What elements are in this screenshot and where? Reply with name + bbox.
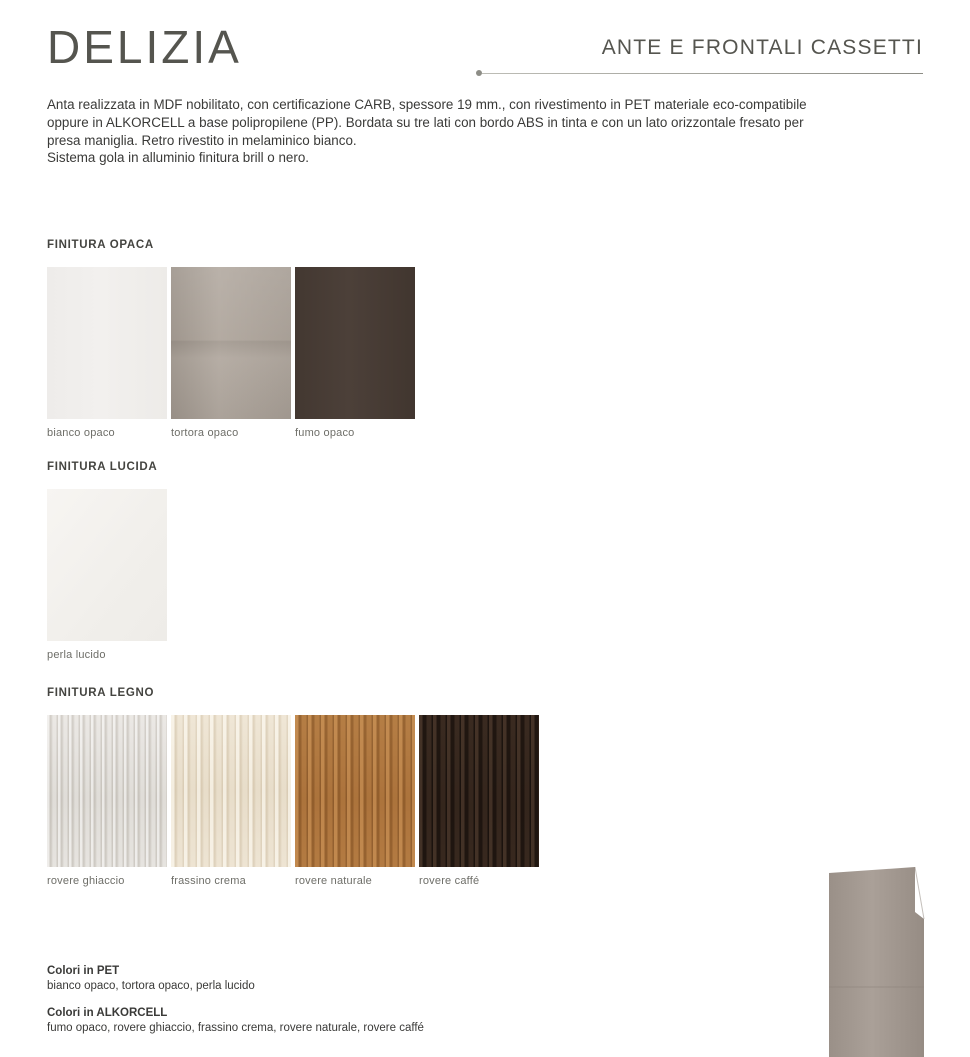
door-panel-illustration (827, 867, 937, 1057)
section-title-opaca: FINITURA OPACA (47, 239, 154, 251)
swatch-rovere-caffe[interactable] (419, 715, 539, 887)
swatch-bianco-opaco[interactable] (47, 267, 167, 439)
legend-pet-title: Colori in PET (47, 964, 120, 977)
description-line-2: oppure in ALKORCELL a base polipropilene (PP). Bordata su tre lati con bordo ABS in tinta e con un lato orizzontale fresato per (47, 114, 804, 130)
header-divider (476, 72, 923, 75)
swatch-chip (171, 715, 291, 867)
product-description (47, 96, 924, 167)
description-line-1: Anta realizzata in MDF nobilitato, con certificazione CARB, spessore 19 mm., con rivestimento in PET materiale eco-compatibile (47, 97, 807, 112)
description-line-3: presa maniglia. Retro rivestito in melaminico bianco. (47, 132, 357, 148)
swatch-frassino-crema[interactable] (171, 715, 291, 887)
legend-alkorcell (47, 1006, 647, 1037)
swatch-label: rovere caffé (419, 875, 480, 887)
swatch-fumo-opaco[interactable] (295, 267, 415, 439)
swatch-chip (419, 715, 539, 867)
swatch-label: frassino crema (171, 875, 246, 887)
legend-pet (47, 964, 647, 995)
swatch-chip (295, 267, 415, 419)
swatch-label: fumo opaco (295, 427, 355, 439)
legend-alkorcell-title: Colori in ALKORCELL (47, 1006, 168, 1019)
swatch-label: bianco opaco (47, 427, 115, 439)
swatch-label: perla lucido (47, 649, 106, 661)
divider-line (482, 73, 923, 74)
door-render-image (827, 867, 937, 1057)
swatch-chip (295, 715, 415, 867)
swatch-label: rovere ghiaccio (47, 875, 125, 887)
header-subtitle-wrap (403, 36, 923, 59)
swatch-chip (47, 489, 167, 641)
legend-pet-colors: bianco opaco, tortora opaco, perla lucido (47, 980, 255, 993)
materials-legend (47, 964, 647, 1037)
legend-alkorcell-colors: fumo opaco, rovere ghiaccio, frassino crema, rovere naturale, rovere caffé (47, 1022, 424, 1035)
swatch-label: tortora opaco (171, 427, 239, 439)
swatch-chip (47, 715, 167, 867)
swatch-label: rovere naturale (295, 875, 372, 887)
swatch-tortora-opaco[interactable] (171, 267, 291, 439)
header-subtitle: ANTE E FRONTALI CASSETTI (601, 36, 923, 59)
page-header (0, 0, 970, 92)
description-line-4: Sistema gola in alluminio finitura brill o nero. (47, 150, 309, 166)
swatch-rovere-naturale[interactable] (295, 715, 415, 887)
page-title: DELIZIA (47, 21, 242, 73)
section-title-legno: FINITURA LEGNO (47, 687, 155, 699)
swatch-perla-lucido[interactable] (47, 489, 167, 661)
swatch-chip (171, 267, 291, 419)
section-title-lucida: FINITURA LUCIDA (47, 461, 158, 473)
swatch-chip (47, 267, 167, 419)
swatch-rovere-ghiaccio[interactable] (47, 715, 167, 887)
